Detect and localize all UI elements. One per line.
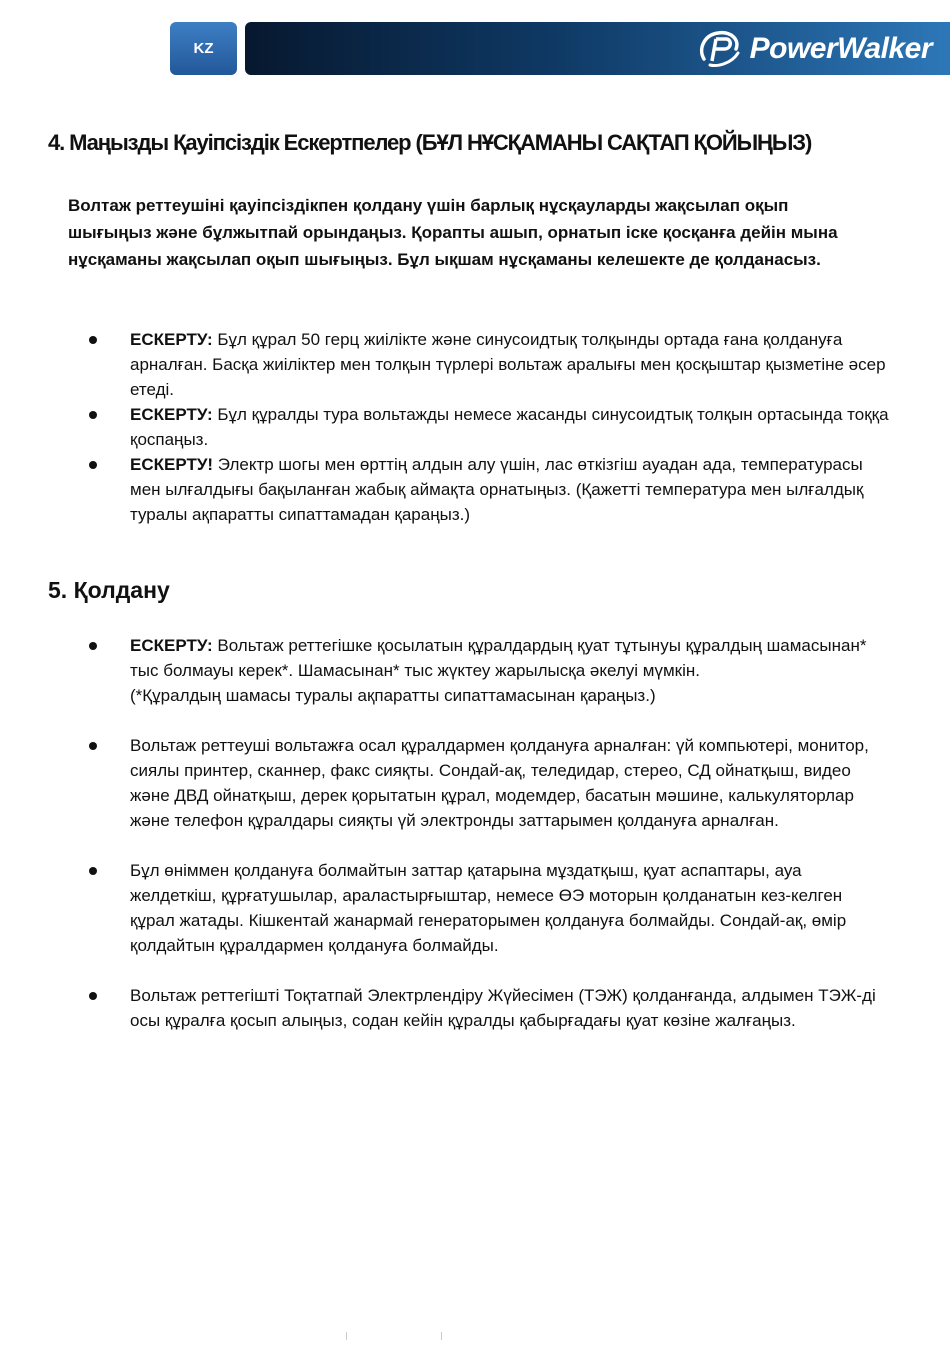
- section-4-bullet-list: [0, 327, 890, 527]
- footer-marks: [346, 1332, 446, 1342]
- list-item: [0, 402, 890, 452]
- section-5-title: 5. Қолдану: [48, 577, 170, 603]
- language-tab: [170, 22, 237, 75]
- bullet-text: Электр шогы мен өрттің алдын алу үшін, лас өткізгіш ауадан ада, температурасы мен ылғалдығы бақыланған жабық аймақта орнатыңыз. (Қажетті температура мен ылғалдық туралы ақпаратты сипаттамадан қараңыз.): [130, 455, 864, 524]
- bullet-text: Бұл өніммен қолдануға болмайтын заттар қатарына мұздатқыш, қуат аспаптары, ауа желдеткіш, құрғатушылар, араластырғыштар, немесе ӨЭ моторын қолданатын кез-келген құрал жатады. Кішкентай жанармай генераторымен қолдануға болмайды. Сондай-ақ, өмір қолдайтын құралдармен қолдануға болмайды.: [130, 861, 847, 955]
- list-item: [0, 858, 890, 958]
- bullet-note: (*Құралдың шамасы туралы ақпаратты сипаттамасынан қараңыз.): [130, 686, 656, 705]
- bullet-icon: [89, 992, 97, 1000]
- bullet-icon: [89, 336, 97, 344]
- footer-tick: [441, 1332, 442, 1340]
- bullet-text: Бұл құрал 50 герц жиілікте және синусоидтық толқынды ортада ғана қолдануға арналған. Басқа жиіліктер мен толқын түрлері вольтаж аралығы мен қосқыштар қызметіне әсер етеді.: [130, 330, 886, 399]
- bullet-text: Вольтаж реттегішті Тоқтатпай Электрлендіру Жүйесімен (ТЭЖ) қолданғанда, алдымен ТЭЖ-ді осы құралға қосып алыңыз, содан кейін құралды қабырғадағы қуат көзіне жалғаңыз.: [130, 986, 876, 1030]
- page-header: [0, 0, 950, 80]
- warning-label: ЕСКЕРТУ!: [130, 455, 214, 474]
- bullet-icon: [89, 742, 97, 750]
- powerwalker-logo-icon: [696, 29, 744, 69]
- list-item: [0, 327, 890, 402]
- warning-label: ЕСКЕРТУ:: [130, 636, 213, 655]
- bullet-icon: [89, 867, 97, 875]
- bullet-icon: [89, 411, 97, 419]
- bullet-text: Бұл құралды тура вольтажды немесе жасанды синусоидтық толқын ортасында тоққа қоспаңыз.: [130, 405, 889, 449]
- bullet-icon: [89, 642, 97, 650]
- warning-label: ЕСКЕРТУ:: [130, 330, 213, 349]
- section-5-bullet-list: [0, 633, 890, 1058]
- bullet-text: Вольтаж реттеуші вольтажға осал құралдармен қолдануға арналған: үй компьютері, монитор, сиялы принтер, сканнер, факс сияқты. Сондай-ақ, теледидар, стерео, СД ойнатқыш, видео және ДВД ойнатқыш, дерек қорытатын құрал, модемдер, басатын мәшине, калькуляторлар және телефон құралдары сияқты үй электронды заттарымен қолдануға арналған.: [130, 736, 869, 830]
- warning-label: ЕСКЕРТУ:: [130, 405, 213, 424]
- section-4-title: 4. Маңызды Қауіпсіздік Ескертпелер (БҰЛ НҰСҚАМАНЫ САҚТАП ҚОЙЫҢЫЗ): [48, 130, 812, 155]
- brand-logo-text: PowerWalker: [749, 31, 932, 65]
- bullet-text: Вольтаж реттегішке қосылатын құралдардың қуат тұтынуы құралдың шамасынан* тыс болмауы керек*. Шамасынан* тыс жүктеу жарылысқа әкелуі мүмкін.: [130, 636, 867, 680]
- list-item: [0, 733, 890, 833]
- section-4-intro: Волтаж реттеушіні қауіпсіздікпен қолдану үшін барлық нұсқауларды жақсылап оқып шығыңыз және бұлжытпай орындаңыз. Қорапты ашып, орнатып іске қосқанға дейін мына нұсқаманы жақсылап оқып шығыңыз. Бұл ықшам нұсқаманы келешекте де қолданасыз.: [68, 196, 838, 269]
- brand-logo: [696, 28, 932, 69]
- list-item: [0, 452, 890, 527]
- language-tab-label: KZ: [193, 40, 214, 57]
- footer-tick: [346, 1332, 347, 1340]
- list-item: [0, 983, 890, 1033]
- header-band: [245, 22, 950, 75]
- list-item: [0, 633, 890, 708]
- bullet-icon: [89, 461, 97, 469]
